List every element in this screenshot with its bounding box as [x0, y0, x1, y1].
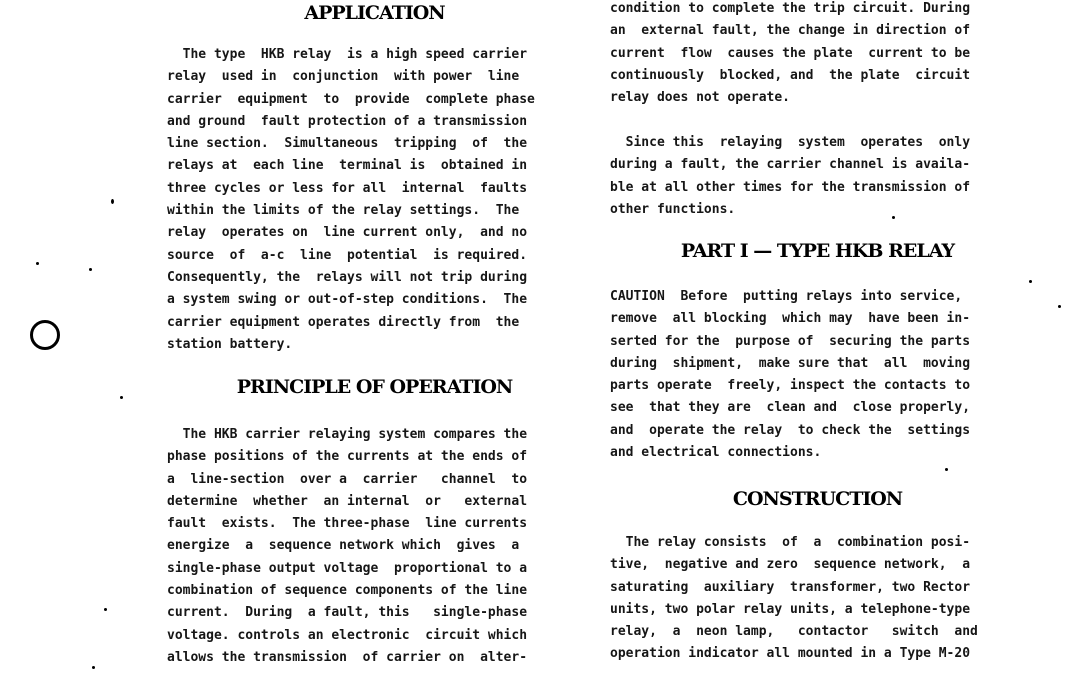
construction-heading: CONSTRUCTION [732, 488, 903, 510]
text-line: ble at all other times for the transmission of [610, 179, 971, 195]
text-line: Since this relaying system operates only [610, 135, 971, 150]
text-line: phase positions of the currents at the ends of [167, 449, 528, 465]
text-line: source of a-c line potential is required. [167, 247, 528, 263]
text-line: The HKB carrier relaying system compares the [167, 427, 528, 442]
text-line: station battery. [167, 336, 293, 352]
text-line: CAUTION Before putting relays into service, [610, 289, 963, 304]
scan-speck [89, 268, 92, 271]
text-line: The relay consists of a combination posi- [610, 535, 971, 550]
text-line: allows the transmission of carrier on alter- [167, 649, 528, 665]
text-line: during shipment, make sure that all moving [610, 355, 971, 371]
text-line: Consequently, the relays will not trip during [167, 269, 528, 285]
text-line: a line-section over a carrier channel to [167, 471, 528, 487]
text-line: see that they are clean and close properly, [610, 400, 971, 416]
text-line: fault exists. The three-phase line currents [167, 516, 528, 532]
text-line: serted for the purpose of securing the parts [610, 333, 971, 349]
caution-paragraph [610, 286, 1025, 464]
text-line: a system swing or out-of-step conditions. The [167, 292, 528, 308]
text-line: saturating auxiliary transformer, two Rector [610, 579, 971, 595]
text-line: within the limits of the relay settings. The [167, 203, 520, 219]
text-line: carrier equipment to provide complete phase [167, 91, 535, 107]
text-line: during a fault, the carrier channel is availa- [610, 157, 971, 173]
part1-heading: PART I — TYPE HKB RELAY [680, 240, 955, 262]
text-line: relay used in conjunction with power line [167, 69, 520, 85]
scan-mark-circle [30, 320, 60, 350]
scan-speck [1058, 305, 1061, 308]
text-line: voltage. controls an electronic circuit which [167, 627, 528, 643]
scan-speck [945, 468, 948, 471]
principle-paragraph [167, 424, 582, 669]
text-line: tive, negative and zero sequence network, a [610, 557, 971, 573]
text-line: relay operates on line current only, and no [167, 225, 528, 241]
text-line: and operate the relay to check the settings [610, 422, 971, 438]
application-heading: APPLICATION [304, 2, 445, 24]
text-line: and electrical connections. [610, 445, 822, 461]
scan-speck [120, 396, 123, 399]
text-line: carrier equipment operates directly from the [167, 314, 520, 330]
since-paragraph [610, 132, 1025, 221]
text-line: current. During a fault, this single-phase [167, 605, 528, 621]
scan-speck [104, 608, 107, 611]
text-line: single-phase output voltage proportional to a [167, 560, 528, 576]
text-line: other functions. [610, 201, 736, 217]
text-line: energize a sequence network which gives a [167, 538, 520, 554]
application-paragraph [167, 44, 582, 356]
scan-speck [111, 199, 114, 204]
principle-heading: PRINCIPLE OF OPERATION [236, 376, 513, 398]
scan-speck [1029, 280, 1032, 283]
text-line: condition to complete the trip circuit. During [610, 1, 971, 16]
text-line: remove all blocking which may have been in- [610, 311, 971, 327]
text-line: line section. Simultaneous tripping of the [167, 136, 528, 152]
text-line: current flow causes the plate current to be [610, 45, 971, 61]
text-line: three cycles or less for all internal faults [167, 180, 528, 196]
text-line: continuously blocked, and the plate circuit [610, 67, 971, 83]
text-line: operation indicator all mounted in a Type M-20 [610, 646, 971, 662]
text-line: parts operate freely, inspect the contacts to [610, 378, 971, 394]
scan-speck [92, 666, 95, 669]
text-line: and ground fault protection of a transmission [167, 113, 528, 129]
text-line: relays at each line terminal is obtained in [167, 158, 528, 174]
text-line: relay does not operate. [610, 90, 791, 106]
construction-paragraph [610, 532, 1025, 666]
text-line: The type HKB relay is a high speed carrier [167, 47, 528, 62]
text-line: determine whether an internal or external [167, 493, 528, 509]
scan-speck [36, 262, 39, 265]
text-line: relay, a neon lamp, contactor switch and [610, 624, 978, 640]
continued-paragraph [610, 0, 1025, 109]
text-line: an external fault, the change in direction of [610, 23, 971, 39]
text-line: combination of sequence components of the line [167, 583, 528, 599]
text-line: units, two polar relay units, a telephone-type [610, 601, 971, 617]
